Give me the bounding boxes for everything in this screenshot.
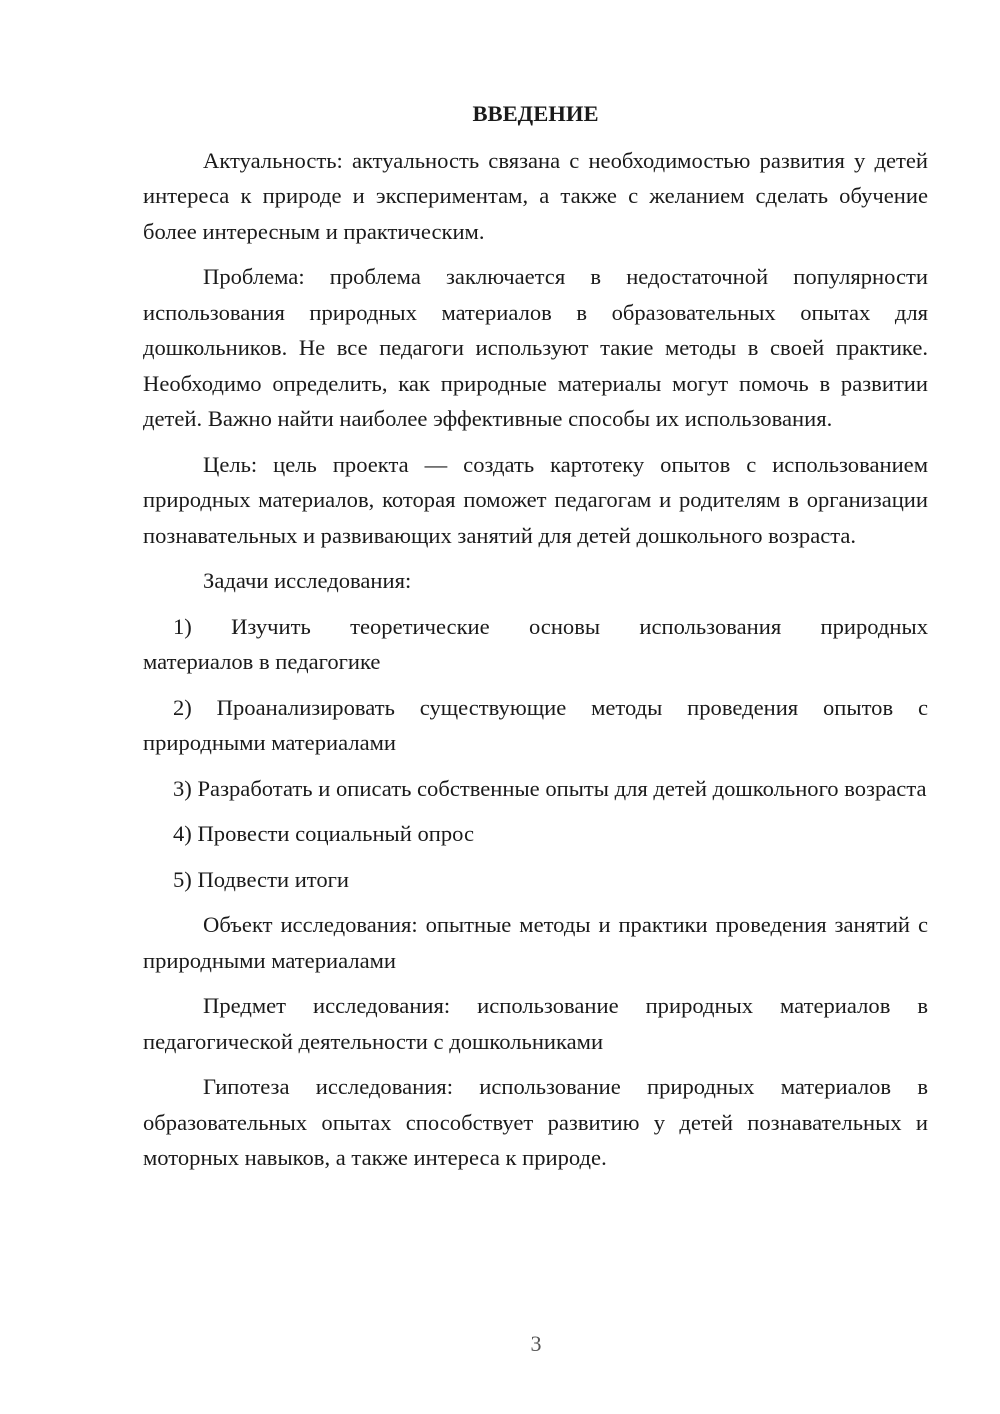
document-title: ВВЕДЕНИЕ [472, 101, 599, 126]
paragraph-subject: Предмет исследования: использование природных материалов в педагогической деятельности с дошкольниками [143, 993, 928, 1054]
paragraph-relevance: Актуальность: актуальность связана с необходимостью развития у детей интереса к природе и экспериментам, а также с желанием сделать обучение более интересным и практическим. [143, 147, 928, 244]
task-item-1-line-1: 1) Изучить теоретические основы использования природных [173, 613, 928, 639]
page-content [143, 96, 928, 1186]
paragraph-hypothesis: Гипотеза исследования: использование природных материалов в образовательных опытах способствует развитию у детей познавательных и моторных навыков, а также интереса к природе. [143, 1074, 928, 1170]
task-item-4: 4) Провести социальный опрос [173, 821, 475, 846]
paragraph-object: Объект исследования: опытные методы и практики проведения занятий с природными материалами [143, 912, 928, 973]
task-item-2: 2) Проанализировать существующие методы проведения опытов с природными материалами [143, 694, 928, 755]
task-item-3: 3) Разработать и описать собственные опыты для детей дошкольного возраста [173, 775, 927, 801]
task-item-5: 5) Подвести итоги [173, 866, 350, 892]
page-number: 3 [530, 1331, 542, 1356]
task-item-1-continuation [143, 644, 928, 680]
tasks-heading: Задачи исследования: [203, 568, 412, 593]
paragraph-goal: Цель: цель проекта — создать картотеку опытов с использованием природных материалов, которая поможет педагогам и родителям в организации познавательных и развивающих занятий для детей дошкольного возраста. [143, 451, 928, 548]
task-item-1 [143, 609, 928, 645]
paragraph-problem: Проблема: проблема заключается в недостаточной популярности использования природных материалов в образовательных опытах для дошкольников. Не все педагоги используют такие методы в своей практике. Необходимо определить, как природные материалы могут помочь в развитии детей. Важно найти наиболее эффективные способы их использования. [143, 264, 928, 431]
task-item-1-line-2: материалов в педагогике [143, 649, 381, 674]
